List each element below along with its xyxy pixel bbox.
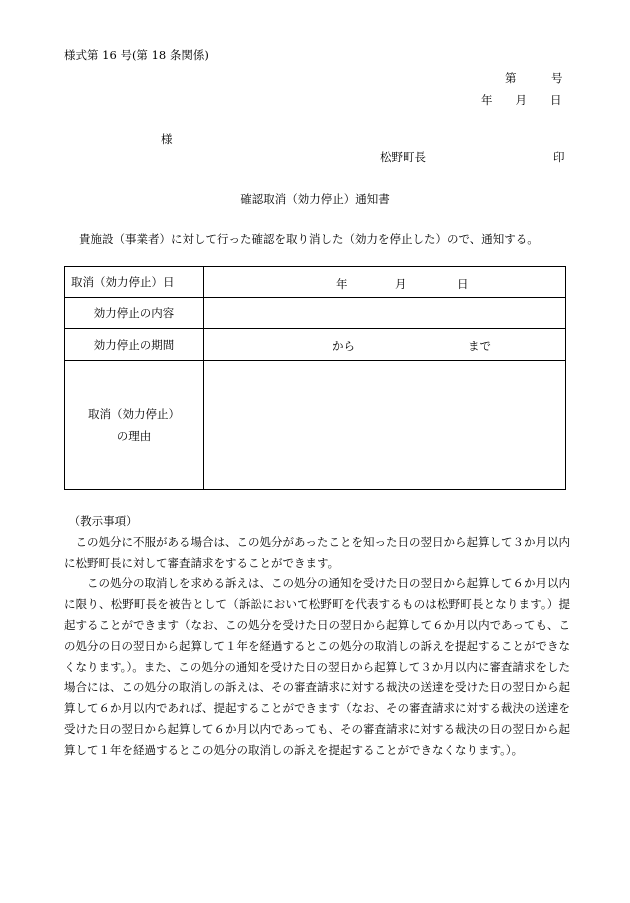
day-label: 日 — [457, 277, 469, 291]
table-row — [65, 329, 566, 361]
reason-label — [65, 361, 204, 490]
suspension-period-field — [204, 329, 566, 361]
issuer-name: 松野町長 — [380, 150, 426, 164]
suspension-period-label: 効力停止の期間 — [65, 329, 204, 361]
reason-label-line2: の理由 — [116, 429, 152, 443]
revocation-date-label: 取消（効力停止）日 — [65, 267, 204, 298]
suspension-content-field — [204, 298, 566, 329]
form-number: 様式第 16 号(第 18 条関係) — [64, 48, 209, 62]
notice-table — [64, 266, 566, 490]
suspension-content-label: 効力停止の内容 — [65, 298, 204, 329]
addressee-honorific: 様 — [161, 132, 173, 146]
document-title: 確認取消（効力停止）通知書 — [240, 192, 390, 206]
year-label: 年 — [336, 277, 348, 291]
reason-label-line1: 取消（効力停止） — [88, 407, 180, 421]
seal-mark: 印 — [553, 150, 565, 164]
reason-field — [204, 361, 566, 490]
notes-paragraph-2: この処分の取消しを求める訴えは、この処分の通知を受けた日の翌日から起算して６か月以内に限り、松野町長を被告として（訴訟において松野町を代表するものは松野町長となります。）提起することができます（なお、この処分を受けた日の翌日から起算して６か月以内であっても、この処分の日の翌日から起算して１年を経過するとこの処分の取消しの訴えを提起することができなくなります。）。また、この処分の通知を受けた日の翌日から起算して３か月以内に審査請求をした場合には、この処分の取消しの訴えは、その審査請求に対する裁決の送達を受けた日の翌日から起算して６か月以内であれば、提起することができます（なお、その審査請求に対する裁決の送達を受けた日の翌日から起算して６か月以内であっても、その審査請求に対する裁決の日の翌日から起算して１年を経過するとこの処分の取消しの訴えを提起することができなくなります。）。 — [64, 576, 570, 757]
issue-date: 年 月 日 — [481, 93, 562, 107]
notes-paragraph-1: この処分に不服がある場合は、この処分があったことを知った日の翌日から起算して３か月以内に松野町長に対して審査請求をすることができます。 — [64, 534, 570, 570]
revocation-date-field — [204, 267, 566, 298]
document-number: 第 号 — [505, 71, 563, 85]
table-row — [65, 267, 566, 298]
intro-text: 貴施設（事業者）に対して行った確認を取り消した（効力を停止した）ので、通知する。 — [79, 232, 539, 246]
month-label: 月 — [395, 277, 407, 291]
table-row — [65, 361, 566, 490]
notes-heading: （教示事項） — [68, 514, 138, 528]
notes-section — [64, 511, 570, 761]
table-row — [65, 298, 566, 329]
period-from-label: から — [332, 339, 355, 353]
period-to-label: まで — [468, 339, 491, 353]
